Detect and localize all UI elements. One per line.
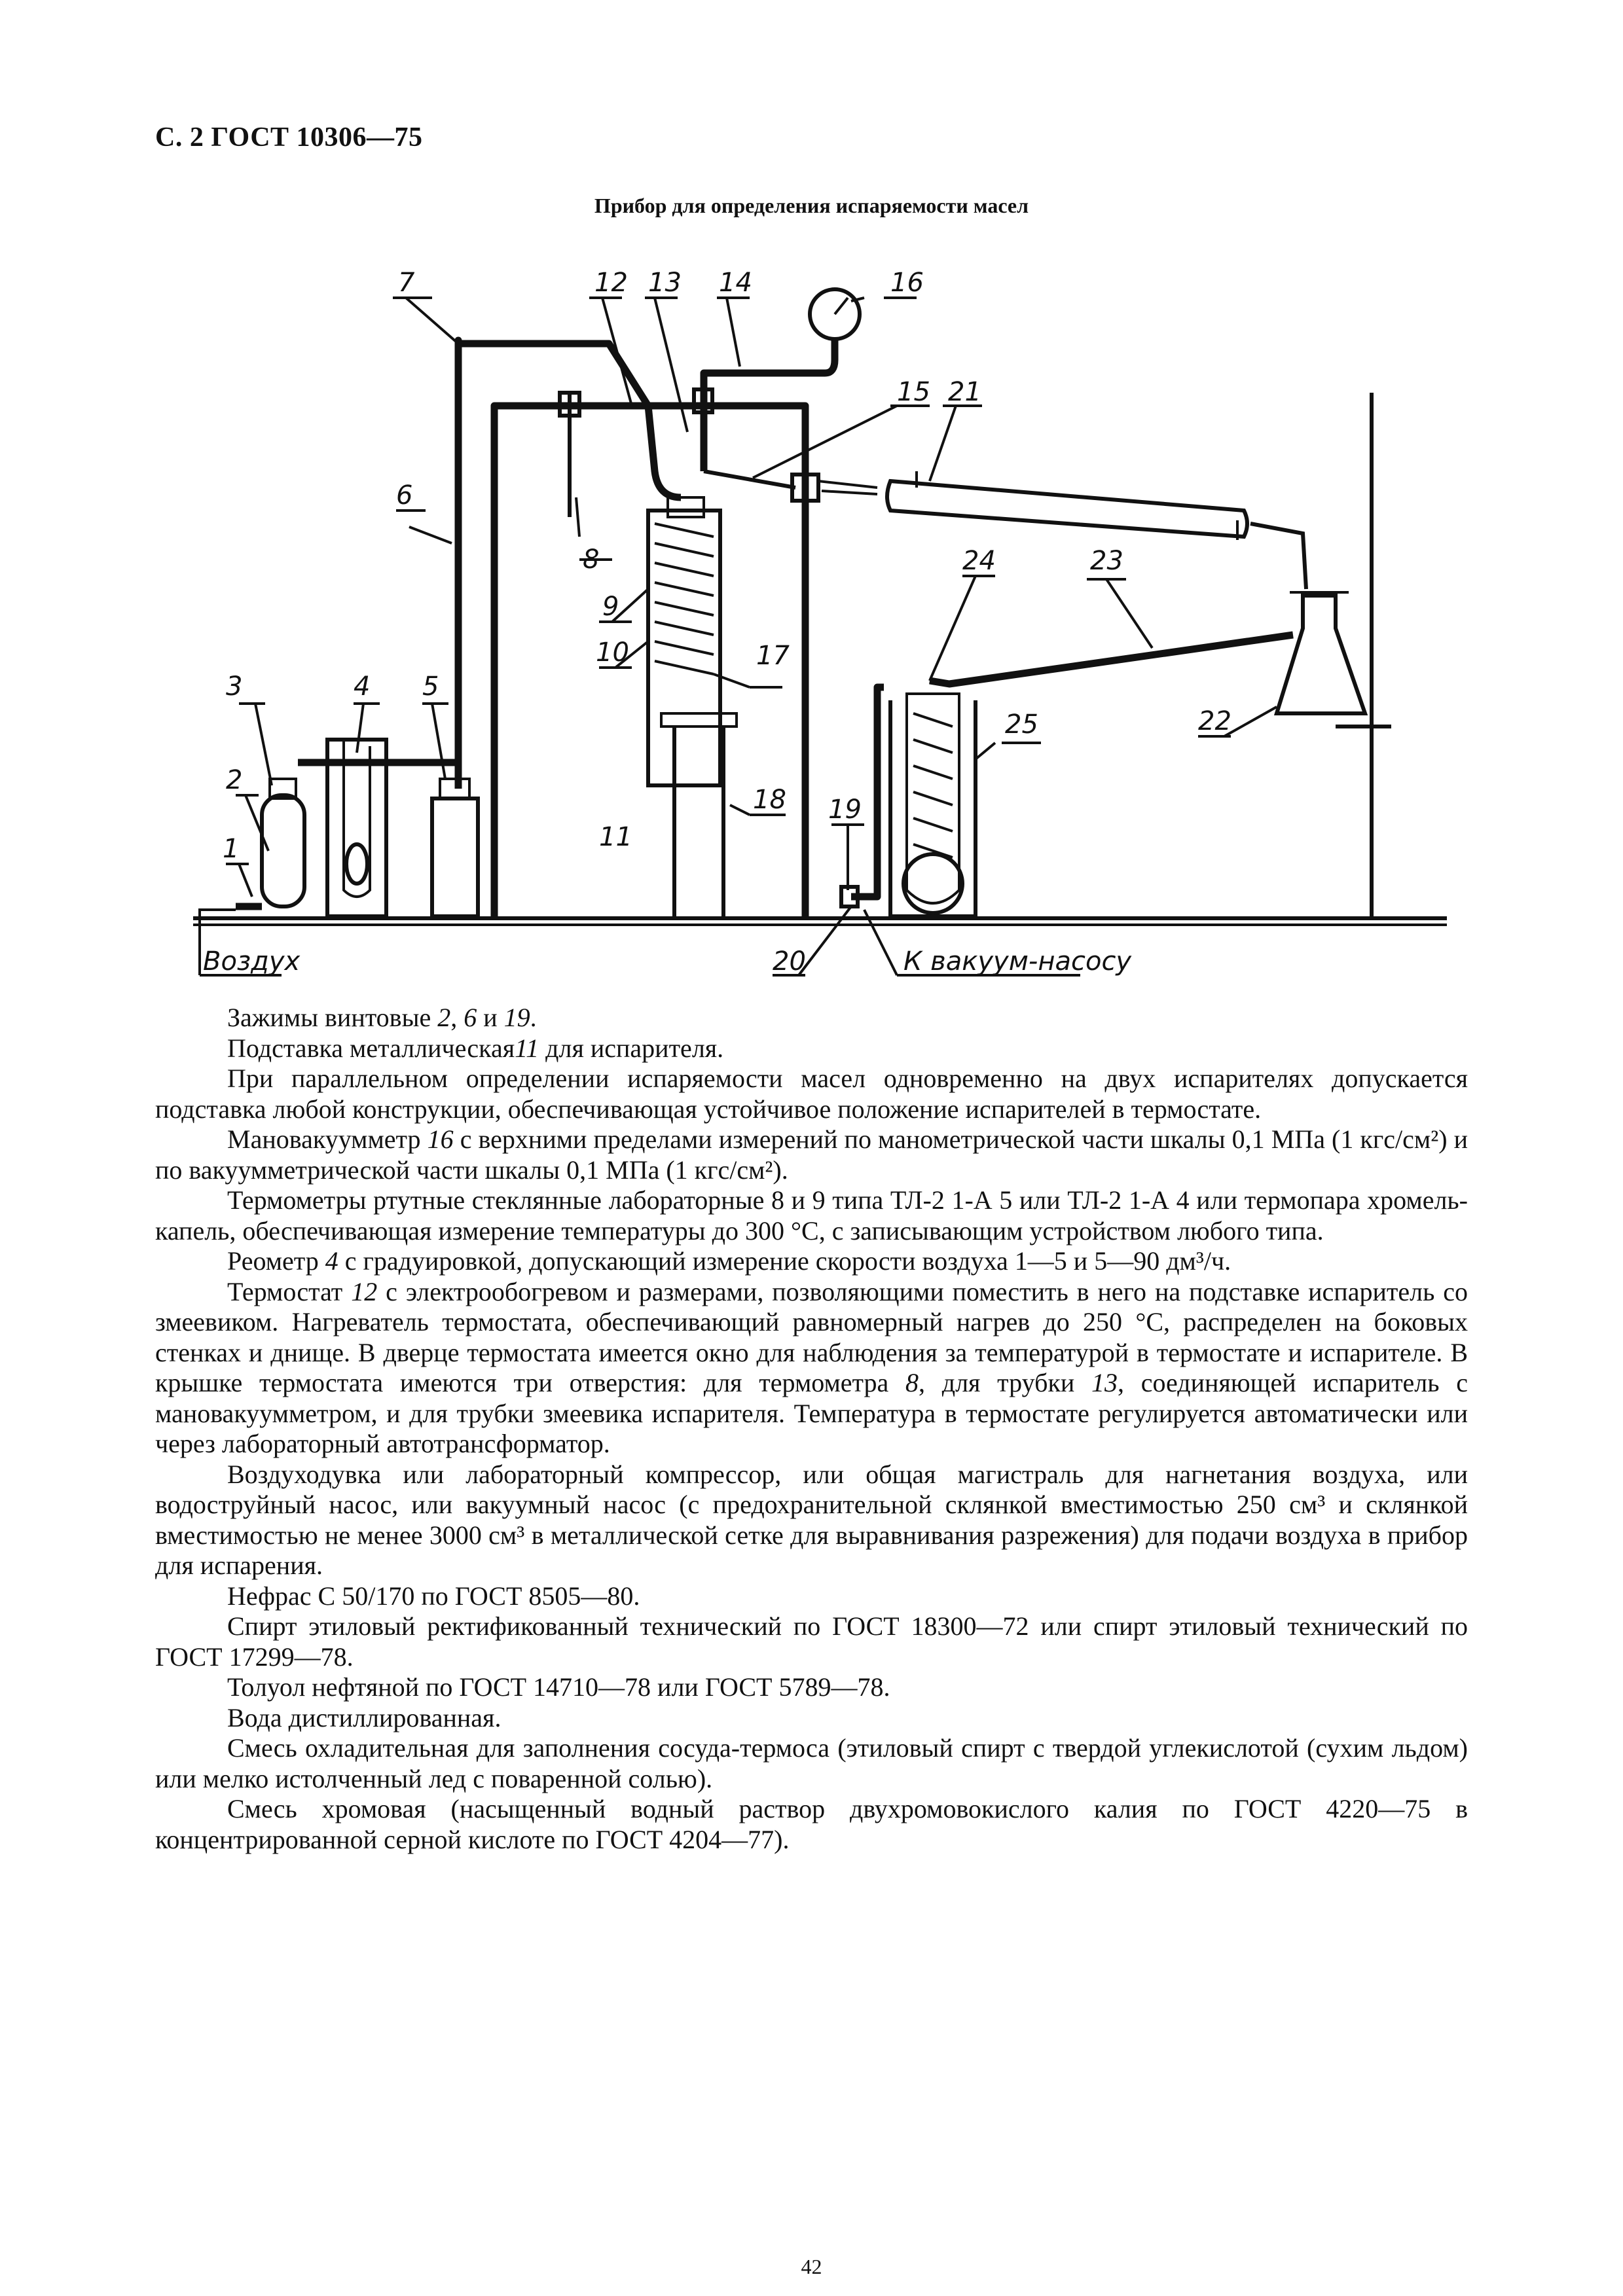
paragraph: Термометры ртутные стеклянные лабораторные 8 и 9 типа ТЛ-2 1-А 5 или ТЛ-2 1-А 4 или термопара хромель-капель, обеспечивающая измерение температуры до 300 °С, с записывающим устройством любого типа. [155,1185,1468,1246]
paragraph: При параллельном определении испаряемости масел одновременно на двух испарителях допускается подставка любой конструкции, обеспечивающая устойчивое положение испарителей в термостате. [155,1064,1468,1124]
page-number: 42 [801,2255,822,2278]
label-2: 2 [226,765,243,795]
page-header: С. 2 ГОСТ 10306—75 [155,122,423,152]
label-23: 23 [1090,546,1123,576]
figure-title: Прибор для определения испаряемости масел [594,194,1029,217]
label-1: 1 [223,834,240,864]
paragraph: Смесь хромовая (насыщенный водный раствор двухромовокислого калия по ГОСТ 4220—75 в концентрированной серной кислоте по ГОСТ 4204—77). [155,1794,1468,1854]
label-11: 11 [599,822,632,852]
label-24: 24 [962,546,996,576]
receiver-flask [1277,596,1365,713]
vacuum-line [930,635,1293,684]
paragraph: Зажимы винтовые 2, 6 и 19. [227,1003,537,1032]
paragraph: Смесь охладительная для заполнения сосуда-термоса (этиловый спирт с твердой углекислотой (сухим льдом) или мелко истолченный лед с поваренной солью). [155,1733,1468,1793]
vacuum-pipe [851,687,884,897]
paragraph: Толуол нефтяной по ГОСТ 14710—78 или ГОСТ 5789—78. [227,1672,890,1702]
paragraph: Реометр 4 с градуировкой, допускающий измерение скорости воздуха 1—5 и 5—90 дм³/ч. [227,1246,1231,1276]
label-22: 22 [1198,706,1231,736]
paragraph: Нефрас С 50/170 по ГОСТ 8505—80. [227,1581,640,1611]
bottle-5 [432,798,478,916]
paragraph: Спирт этиловый ректификованный технический по ГОСТ 18300—72 или спирт этиловый технический по ГОСТ 17299—78. [155,1611,1468,1672]
label-5: 5 [422,672,439,702]
paragraph: Подставка металлическая11 для испарителя. [227,1033,724,1063]
paragraph: Воздуходувка или лабораторный компрессор, или общая магистраль для нагнетания воздуха, или водоструйный насос, или вакуумный насос (с предохранительной склянкой вместимостью 250 см³ и склянкой вместимостью не менее 3000 см³ в металлической сетке для выравнивания разрежения) для подачи воздуха в прибор для испарения. [155,1459,1468,1580]
label-9: 9 [602,592,619,622]
outlet-tube [704,471,795,488]
vacuum-label: К вакуум-насосу [903,946,1132,977]
paragraph: Термостат 12 с электрообогревом и размерами, позволяющими поместить в него на подставке испаритель со змеевиком. Нагреватель термостата, обеспечивающий равномерный нагрев до 250 °С, распределен на боковых стенках и днище. В дверце термостата имеется окно для наблюдения за температурой в термостате и испарителе. В крышке термостата имеются три отверстия: для термометра 8, для трубки 13, соединяющей испаритель с мановакуумметром, и для трубки змеевика испарителя. Температура в термостате регулируется автоматически или через лабораторный автотрансформатор. [155,1276,1468,1458]
air-label: Воздух [203,946,301,977]
label-15: 15 [897,377,930,407]
label-25: 25 [1005,709,1038,740]
label-14: 14 [719,268,752,298]
label-6: 6 [396,480,413,511]
label-7: 7 [398,268,415,298]
label-17: 17 [756,641,790,671]
label-4: 4 [354,672,371,702]
label-21: 21 [948,377,981,407]
label-10: 10 [596,637,629,668]
label-3: 3 [226,672,243,702]
body-text [155,1003,1468,1855]
label-18: 18 [753,785,786,815]
paragraph: Вода дистиллированная. [227,1702,501,1732]
label-12: 12 [594,268,628,298]
apparatus-diagram [0,0,1623,1001]
label-8: 8 [583,545,600,575]
paragraph: Мановакуумметр 16 с верхними пределами измерений по манометрической части шкалы 0,1 МПа (1 кгс/см²) и по вакуумметрической части шкалы 0,1 МПа (1 кгс/см²). [155,1124,1468,1185]
label-19: 19 [828,795,862,825]
label-20: 20 [773,946,806,977]
label-13: 13 [648,268,682,298]
condenser [887,481,1247,537]
label-16: 16 [890,268,924,298]
